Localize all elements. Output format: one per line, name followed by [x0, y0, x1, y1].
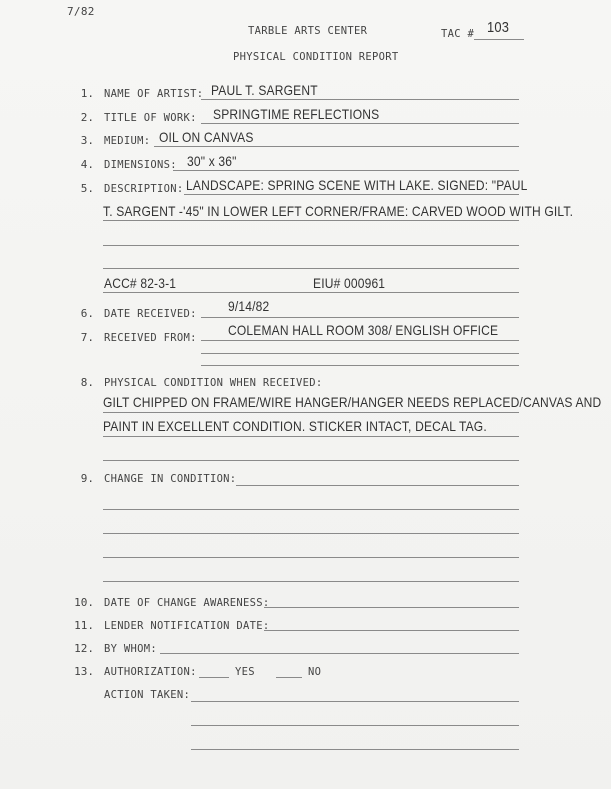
field-10-label: DATE OF CHANGE AWARENESS: [104, 597, 270, 609]
field-8-line-2 [103, 436, 519, 437]
field-6-label: DATE RECEIVED: [104, 308, 197, 320]
field-1-label: NAME OF ARTIST: [104, 88, 204, 100]
field-5-line-3 [103, 245, 519, 246]
field-10-line [264, 607, 519, 608]
field-7-number: 7. [80, 331, 94, 344]
field-5-label: DESCRIPTION: [104, 183, 184, 195]
field-6-line [201, 317, 519, 318]
field-4-line [173, 170, 519, 171]
description-line-2: T. SARGENT -'45" IN LOWER LEFT CORNER/FRAME: CARVED WOOD WITH GILT. [103, 203, 574, 219]
field-10-number: 10. [74, 596, 94, 609]
field-9-label: CHANGE IN CONDITION: [104, 473, 237, 485]
yes-blank [199, 677, 229, 678]
action-taken-label: ACTION TAKEN: [104, 689, 191, 701]
field-13-number: 13. [74, 665, 94, 678]
tac-label: TAC # [441, 28, 475, 40]
field-5-line-1 [184, 194, 519, 195]
accession-line [103, 292, 519, 293]
field-5-number: 5. [80, 182, 94, 195]
field-9-line-5 [103, 581, 519, 582]
accession-number: ACC# 82-3-1 [104, 275, 177, 291]
form-title: PHYSICAL CONDITION REPORT [233, 51, 399, 63]
dimensions-value: 30" x 36" [187, 153, 237, 169]
field-11-number: 11. [74, 619, 94, 632]
title-of-work-value: SPRINGTIME REFLECTIONS [213, 106, 380, 122]
field-13-label: AUTHORIZATION: [104, 666, 197, 678]
action-taken-line-1 [191, 701, 519, 702]
condition-line-1: GILT CHIPPED ON FRAME/WIRE HANGER/HANGER NEEDS REPLACED/CANVAS AND [103, 394, 602, 410]
organization-name: TARBLE ARTS CENTER [248, 25, 368, 37]
field-1-line [201, 99, 519, 100]
field-12-line [160, 653, 519, 654]
field-8-line-1 [103, 412, 519, 413]
no-label: NO [308, 666, 322, 678]
yes-label: YES [235, 666, 255, 678]
field-4-label: DIMENSIONS: [104, 159, 177, 171]
field-5-line-4 [103, 268, 519, 269]
date-received-value: 9/14/82 [228, 298, 270, 314]
tac-number: 103 [487, 19, 510, 36]
field-1-number: 1. [80, 87, 94, 100]
field-2-line [201, 123, 519, 124]
field-7-line-2 [201, 353, 519, 354]
field-9-line-4 [103, 557, 519, 558]
field-9-line-3 [103, 533, 519, 534]
artist-name-value: PAUL T. SARGENT [211, 82, 318, 98]
field-7-line-1 [201, 340, 519, 341]
field-6-number: 6. [80, 307, 94, 320]
eiu-number: EIU# 000961 [313, 275, 386, 291]
condition-line-2: PAINT IN EXCELLENT CONDITION. STICKER INTACT, DECAL TAG. [103, 418, 487, 434]
field-9-line-1 [236, 485, 519, 486]
field-7-label: RECEIVED FROM: [104, 332, 197, 344]
medium-value: OIL ON CANVAS [159, 129, 254, 145]
description-line-1: LANDSCAPE: SPRING SCENE WITH LAKE. SIGNED: "PAUL [186, 177, 528, 193]
tac-number-line [474, 39, 524, 40]
field-3-line [154, 146, 519, 147]
action-taken-line-2 [191, 725, 519, 726]
field-8-line-3 [103, 460, 519, 461]
field-8-label: PHYSICAL CONDITION WHEN RECEIVED: [104, 377, 323, 389]
no-blank [276, 677, 302, 678]
field-3-label: MEDIUM: [104, 135, 151, 147]
field-2-number: 2. [80, 111, 94, 124]
field-4-number: 4. [80, 158, 94, 171]
field-8-number: 8. [80, 376, 94, 389]
field-3-number: 3. [80, 134, 94, 147]
received-from-value: COLEMAN HALL ROOM 308/ ENGLISH OFFICE [228, 322, 499, 338]
field-12-label: BY WHOM: [104, 643, 157, 655]
field-9-line-2 [103, 509, 519, 510]
field-2-label: TITLE OF WORK: [104, 112, 197, 124]
field-9-number: 9. [80, 472, 94, 485]
form-date-code: 7/82 [67, 5, 95, 18]
action-taken-line-3 [191, 749, 519, 750]
field-11-label: LENDER NOTIFICATION DATE: [104, 620, 270, 632]
field-5-line-2 [103, 220, 519, 221]
field-11-line [264, 630, 519, 631]
field-7-line-3 [201, 365, 519, 366]
field-12-number: 12. [74, 642, 94, 655]
